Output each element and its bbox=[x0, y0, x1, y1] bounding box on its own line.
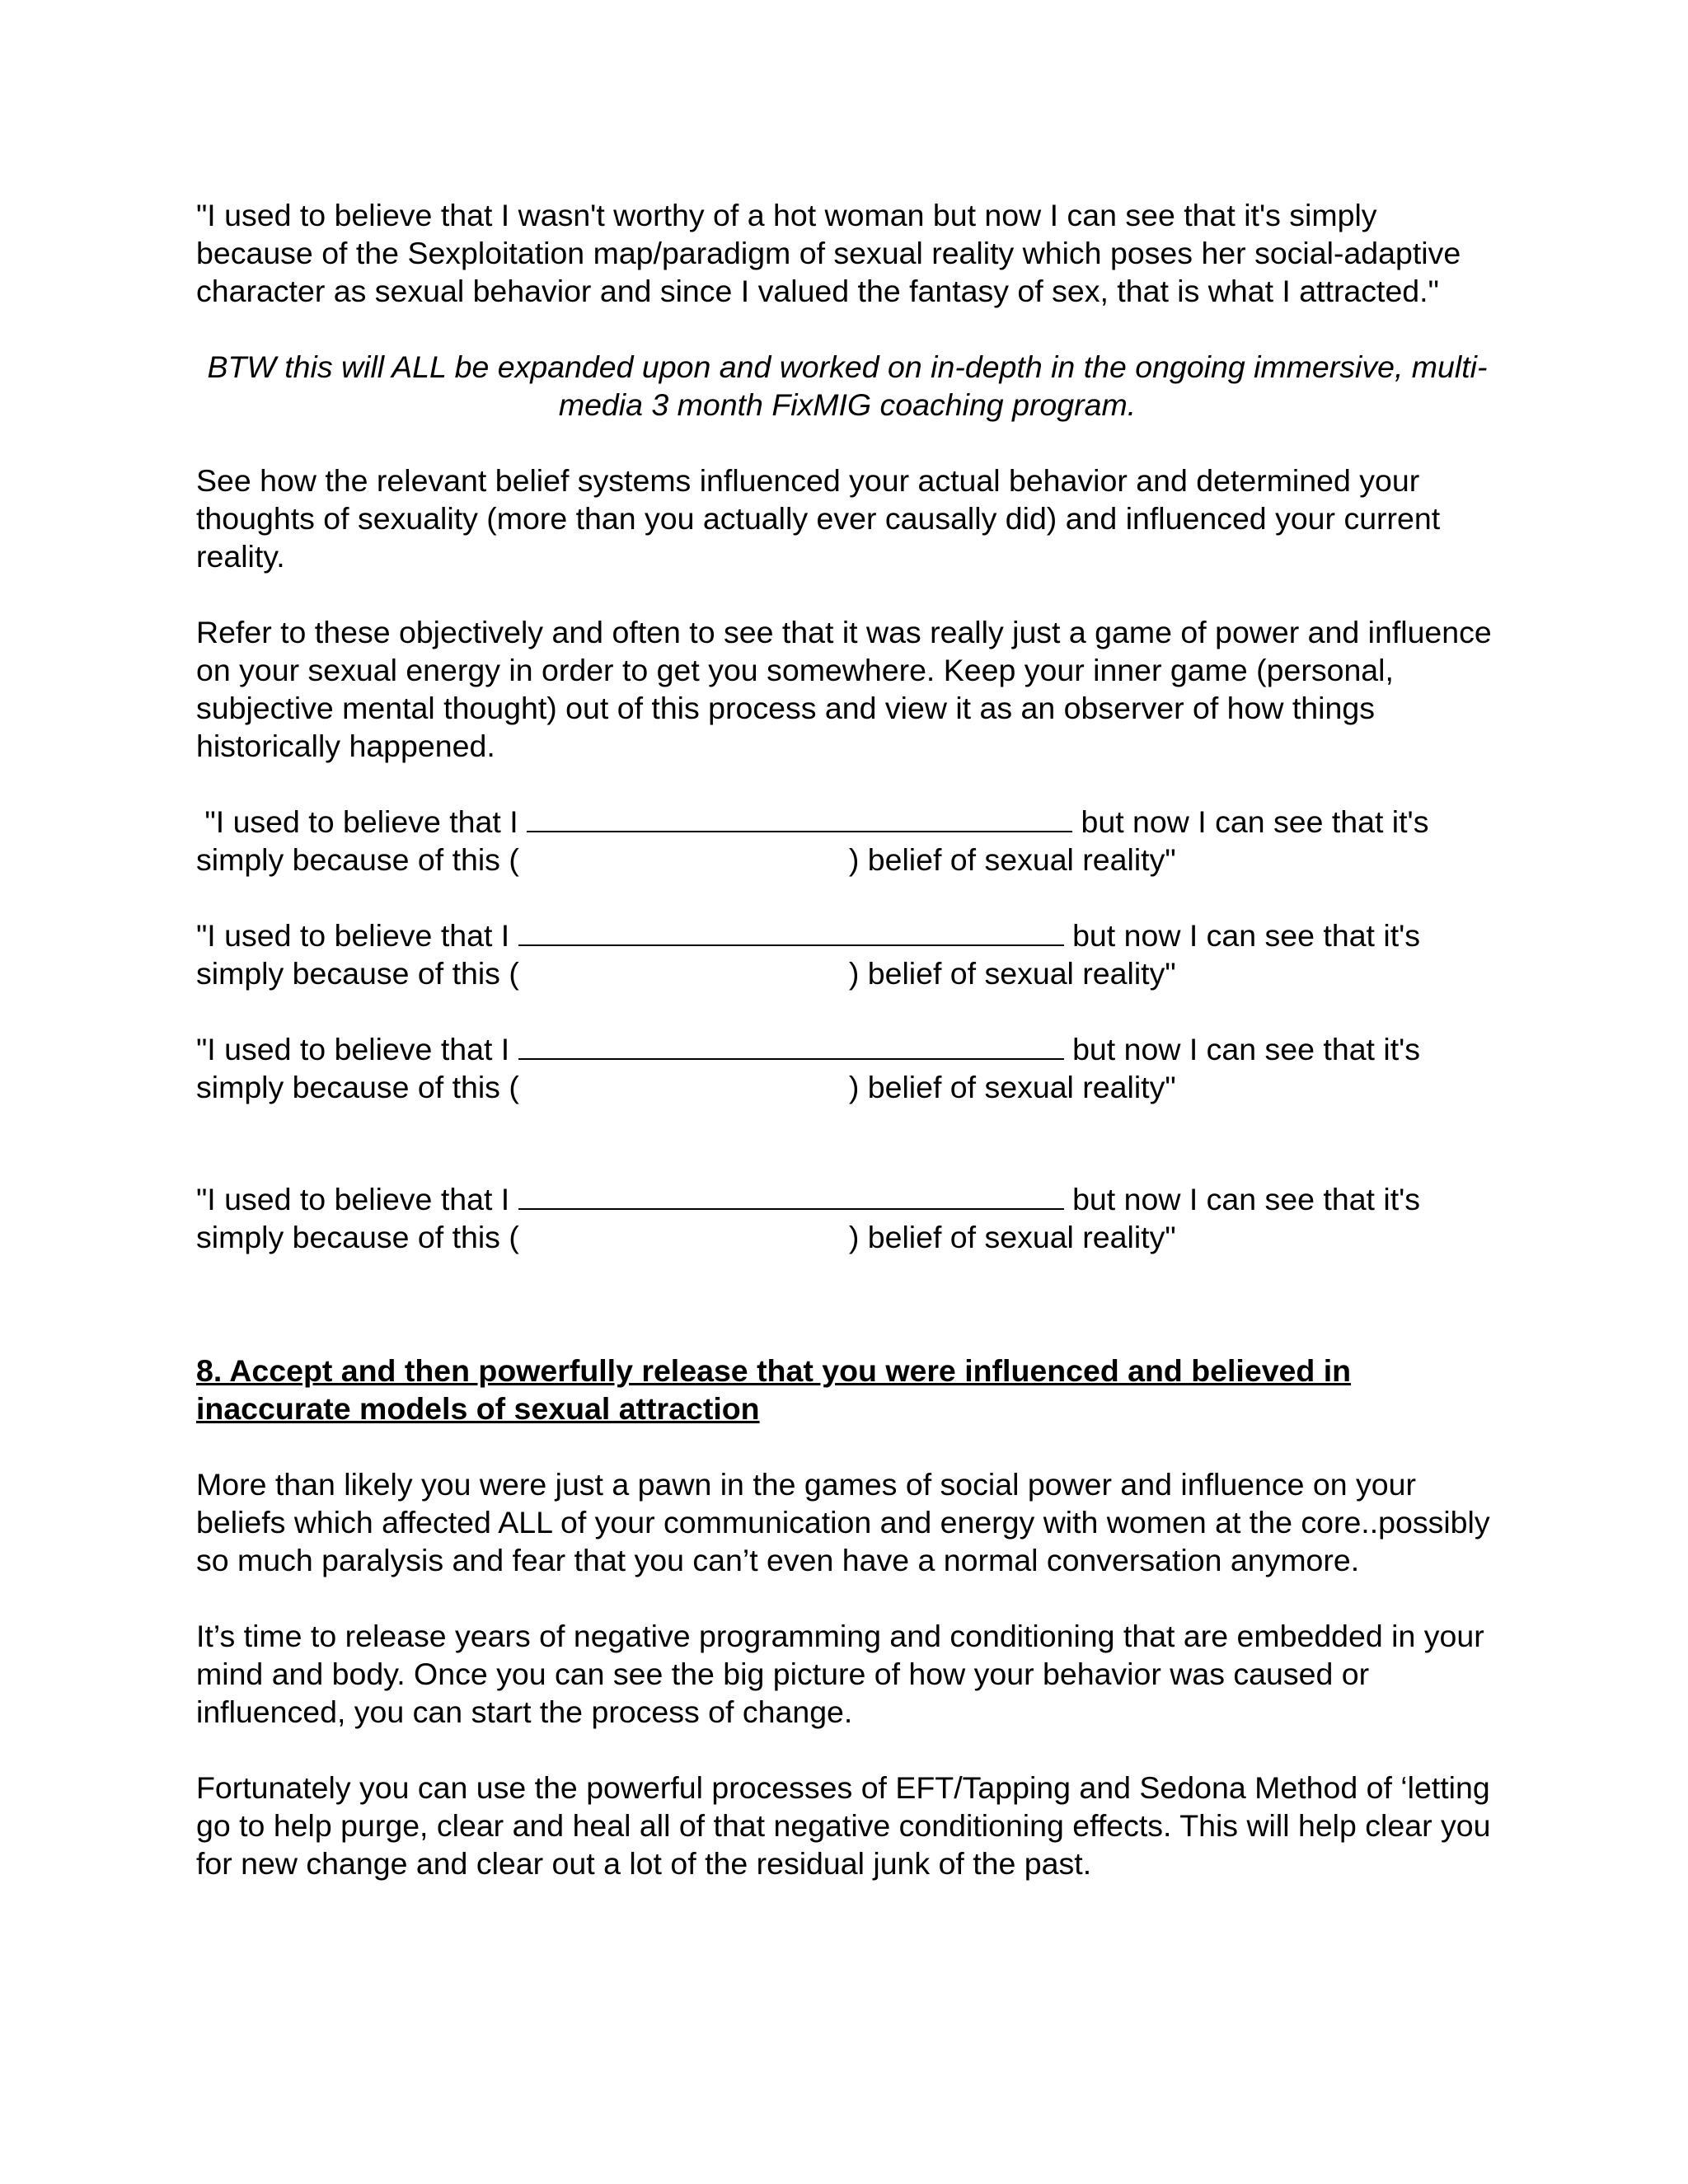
fill-in-statement-3 bbox=[196, 1030, 1498, 1106]
fill-in-prefix: "I used to believe that I bbox=[196, 1032, 510, 1066]
fill-in-blank-belief[interactable] bbox=[518, 918, 1064, 946]
fill-in-middle: but now I can see that it's bbox=[1072, 1182, 1421, 1216]
fill-in-line2-end: ) belief of sexual reality" bbox=[848, 1070, 1176, 1104]
fill-in-middle: but now I can see that it's bbox=[1072, 1032, 1421, 1066]
quote-example-paragraph: "I used to believe that I wasn't worthy of a hot woman but now I can see that it's simply because of the Sexploitation map/paradigm of sexual reality which poses her social-adaptive character as sexual behavior and since I valued the fantasy of sex, that is what I attracted." bbox=[196, 198, 1461, 308]
fill-in-line2-start: simply because of this ( bbox=[196, 956, 519, 991]
document-page bbox=[196, 196, 1498, 1882]
fill-in-line2-end: ) belief of sexual reality" bbox=[848, 1220, 1176, 1254]
section-8-heading: 8. Accept and then powerfully release that you were influenced and believed in inaccurate models of sexual attraction bbox=[196, 1353, 1352, 1426]
fill-in-blank-belief[interactable] bbox=[527, 804, 1072, 832]
fill-in-statement-1 bbox=[196, 803, 1498, 879]
fill-in-statement-4 bbox=[196, 1180, 1498, 1256]
fill-in-statement-2 bbox=[196, 916, 1498, 992]
fill-in-prefix: "I used to believe that I bbox=[196, 1182, 510, 1216]
section-8-paragraph-1: More than likely you were just a pawn in the games of social power and influence on your beliefs which affected ALL of your communication and energy with women at the core..possibly so much paralysis and fear that you can’t even have a normal conversation anymore. bbox=[196, 1467, 1490, 1577]
fill-in-line2-end: ) belief of sexual reality" bbox=[848, 842, 1176, 877]
fill-in-prefix: "I used to believe that I bbox=[196, 918, 510, 953]
fill-in-blank-belief[interactable] bbox=[518, 1182, 1064, 1210]
fill-in-middle: but now I can see that it's bbox=[1081, 804, 1429, 839]
fill-in-blank-belief[interactable] bbox=[518, 1032, 1064, 1060]
see-how-paragraph: See how the relevant belief systems influenced your actual behavior and determined your thoughts of sexuality (more than you actually ever causally did) and influenced your current reality. bbox=[196, 463, 1441, 574]
fill-in-line2-end: ) belief of sexual reality" bbox=[848, 956, 1176, 991]
fill-in-line2-start: simply because of this ( bbox=[196, 1070, 519, 1104]
fill-in-line2-start: simply because of this ( bbox=[196, 842, 519, 877]
refer-paragraph: Refer to these objectively and often to see that it was really just a game of power and influence on your sexual energy in order to get you somewhere. Keep your inner game (personal, subjective mental thought) out of this process and view it as an observer of how things historically happened. bbox=[196, 615, 1492, 763]
section-8-paragraph-2: It’s time to release years of negative programming and conditioning that are embedded in your mind and body. Once you can see the big picture of how your behavior was caused or influenced, you can start the process of change. bbox=[196, 1619, 1484, 1729]
section-8-paragraph-3: Fortunately you can use the powerful processes of EFT/Tapping and Sedona Method of ‘letting go to help purge, clear and heal all of that negative conditioning effects. This will help clear you for new change and clear out a lot of the residual junk of the past. bbox=[196, 1770, 1491, 1881]
program-note: BTW this will ALL be expanded upon and worked on in-depth in the ongoing immersive, multi-media 3 month FixMIG coaching program. bbox=[207, 349, 1488, 422]
fill-in-prefix: "I used to believe that I bbox=[196, 804, 518, 839]
fill-in-line2-start: simply because of this ( bbox=[196, 1220, 519, 1254]
fill-in-middle: but now I can see that it's bbox=[1072, 918, 1421, 953]
